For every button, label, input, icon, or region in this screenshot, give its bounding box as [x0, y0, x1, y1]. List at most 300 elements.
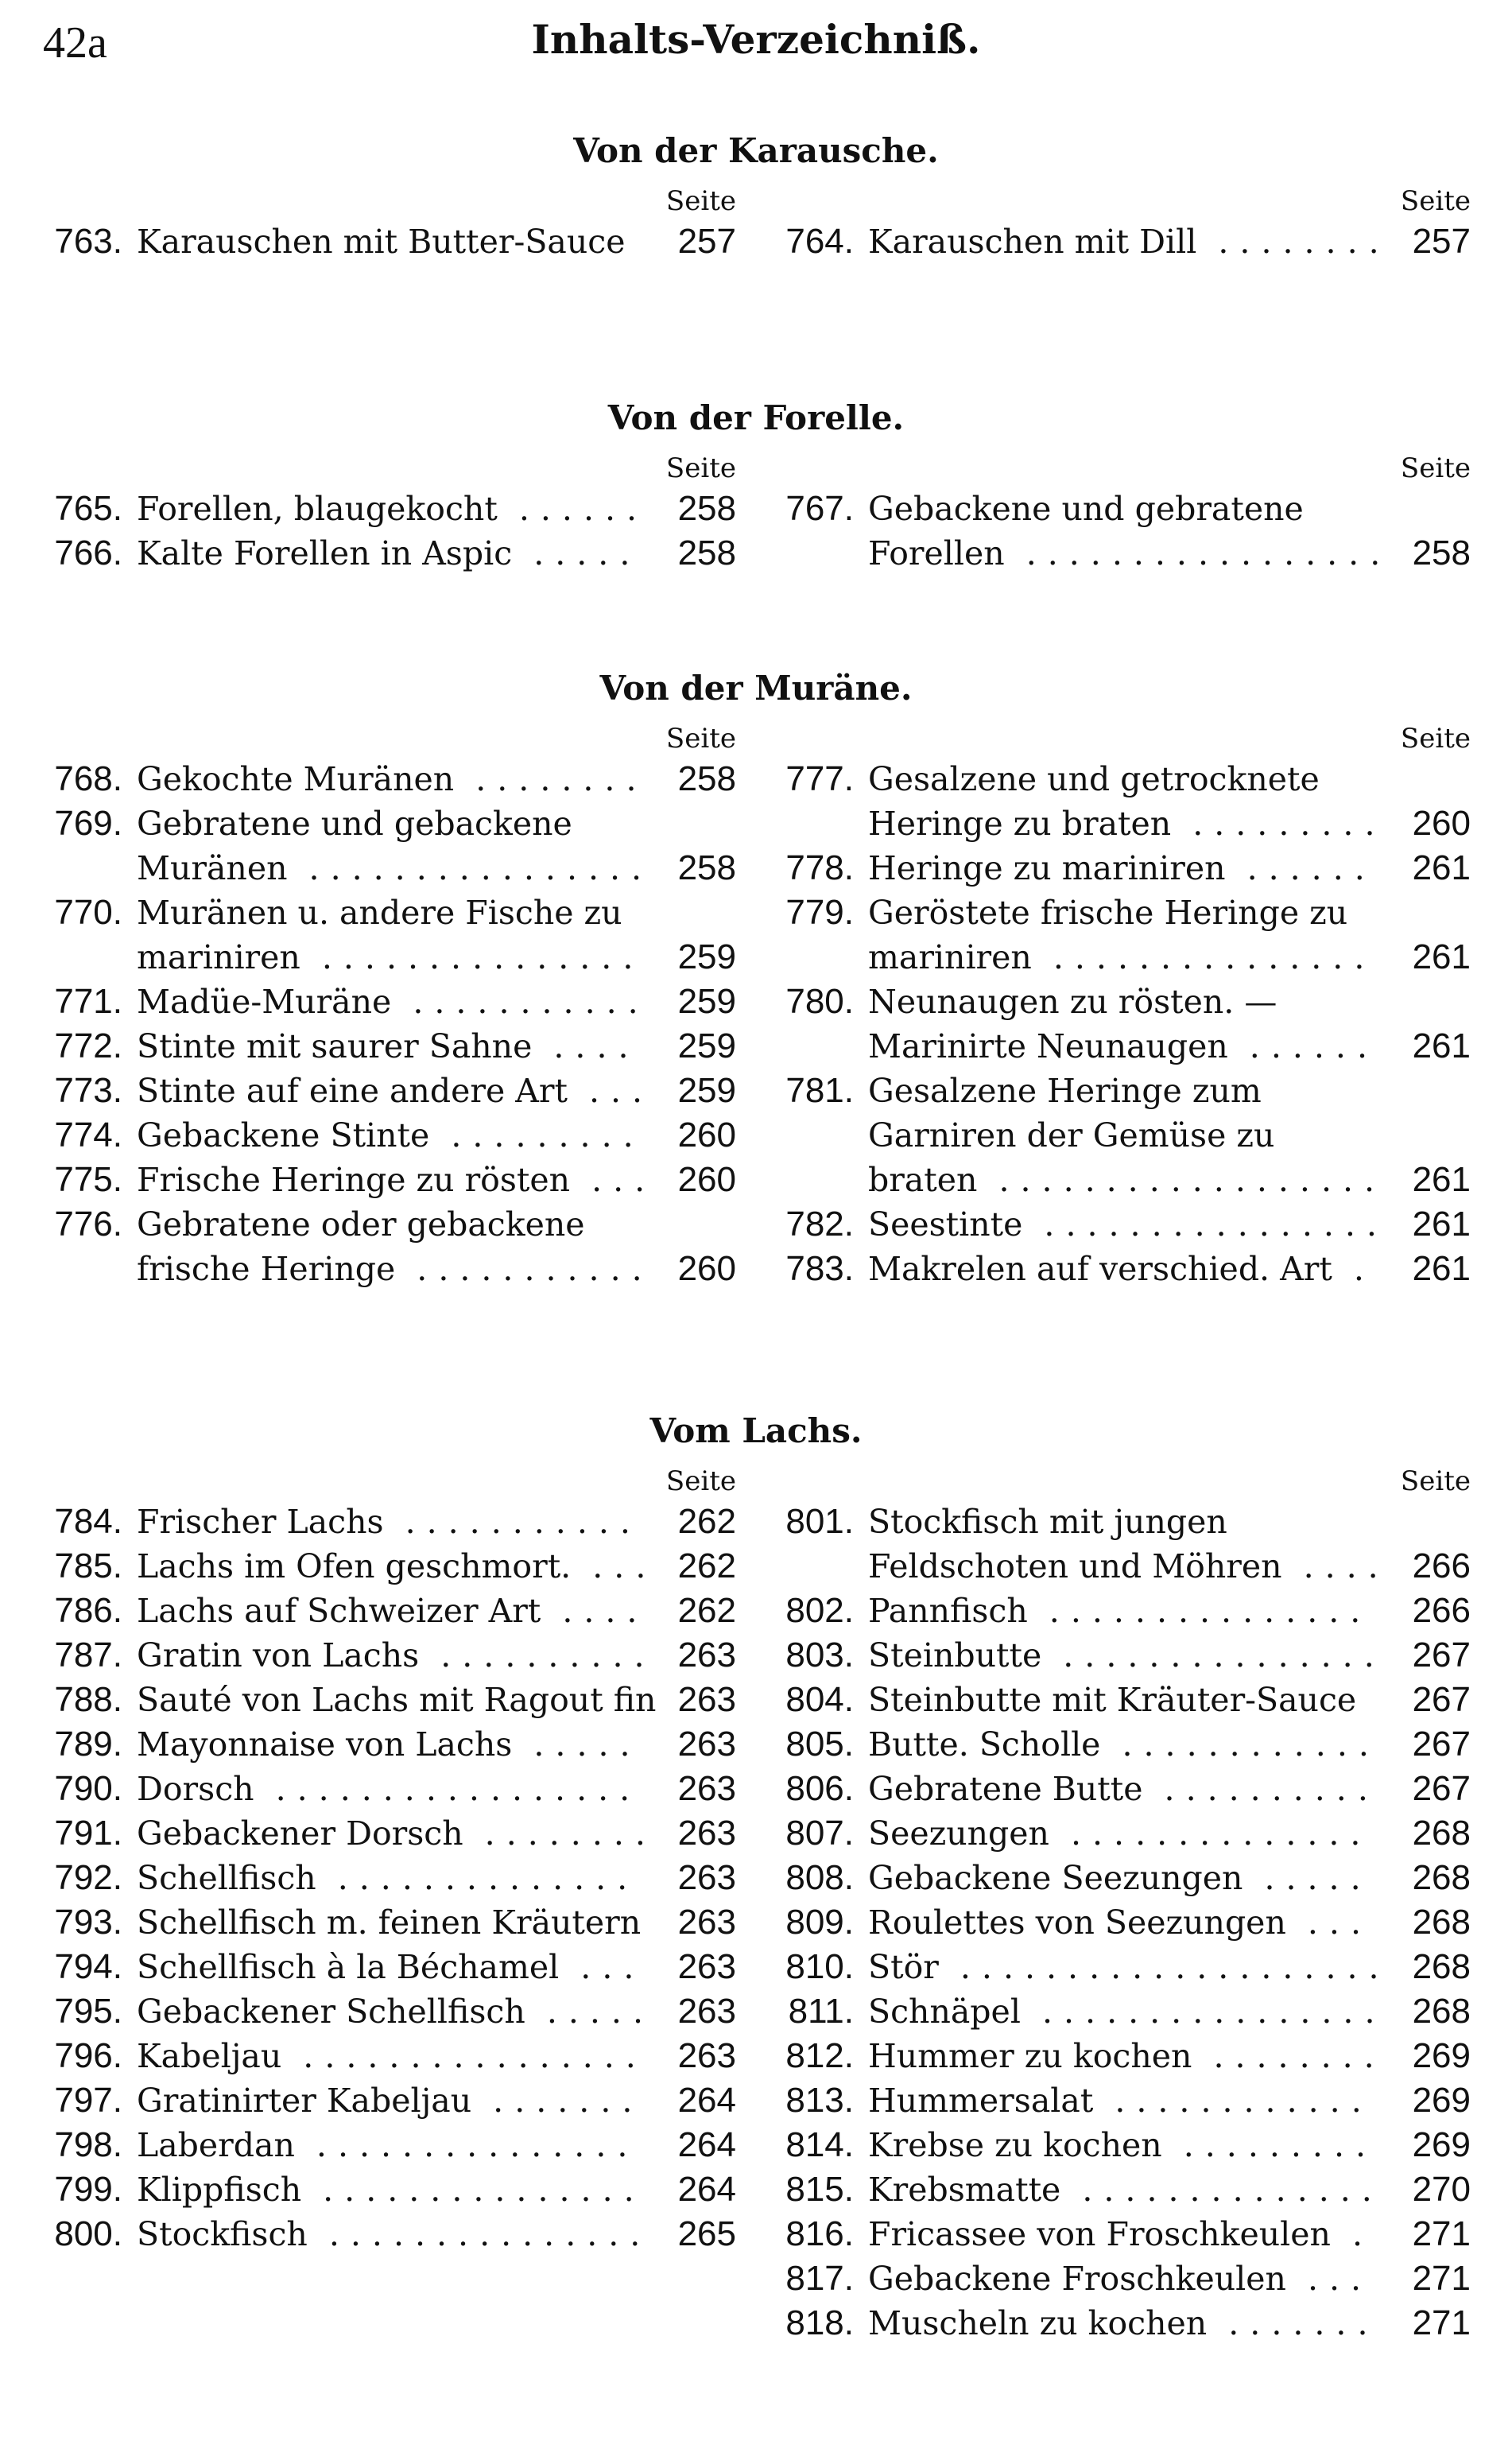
entry-number: 812. [785, 2036, 854, 2075]
entry-title-wrap [868, 1633, 1393, 1678]
entry-number: 795. [54, 1992, 122, 2031]
entry-title-wrap [137, 487, 658, 531]
leader-dots: ............... [301, 2171, 646, 2209]
leader-dots: ..... [525, 1993, 654, 2031]
left-column [40, 1463, 736, 2256]
entry-title-wrap [137, 1767, 658, 1811]
seite-header: Seite [665, 1465, 736, 1497]
entry-title-wrap [868, 1945, 1393, 1989]
entry-title-wrap [868, 487, 1393, 576]
toc-entry [771, 2167, 1471, 2212]
entry-title-wrap [868, 2034, 1393, 2078]
entry-number: 811. [788, 1992, 854, 2031]
entry-number: 777. [785, 759, 854, 798]
entry-title-wrap [868, 1856, 1393, 1900]
entry-title-wrap [137, 2034, 658, 2078]
entry-title-wrap [868, 1900, 1393, 1945]
entry-number: 766. [54, 534, 122, 572]
toc-entry [771, 1633, 1471, 1678]
entry-number: 814. [785, 2125, 854, 2164]
entry-title-wrap [137, 2123, 658, 2167]
toc-entry [771, 2034, 1471, 2078]
entry-title-wrap [137, 1900, 658, 1945]
entry-title: Krebsmatte [868, 2171, 1061, 2209]
entry-title: Frischer Lachs [137, 1503, 384, 1541]
entry-page: 263 [677, 1680, 736, 1719]
leader-dots: ...... [1225, 849, 1376, 887]
leader-dots: ........ [463, 1814, 657, 1853]
toc-entry [771, 1856, 1471, 1900]
seite-header: Seite [1400, 723, 1471, 755]
toc-entry [771, 1722, 1471, 1767]
toc-entry [771, 980, 1471, 1069]
seite-header: Seite [1400, 452, 1471, 484]
leader-dots: ............ [1100, 1725, 1380, 1764]
entry-page: 268 [1412, 1992, 1471, 2031]
toc-entry [771, 1989, 1471, 2034]
entry-page: 269 [1412, 2081, 1471, 2120]
entry-number: 788. [54, 1680, 122, 1719]
entry-title: Gratinirter Kabeljau [137, 2082, 472, 2120]
seite-header: Seite [665, 723, 736, 755]
entry-title-wrap [868, 1069, 1393, 1202]
entry-title-wrap [868, 980, 1393, 1069]
toc-entry [771, 2256, 1471, 2301]
entry-title-wrap [868, 846, 1393, 891]
entry-title-wrap [137, 2078, 658, 2123]
leader-dots: ... [567, 1072, 654, 1110]
leader-dots: ................ [287, 849, 653, 887]
entry-page: 267 [1412, 1636, 1471, 1674]
entry-title: Karauschen mit Butter-Sauce [137, 223, 626, 261]
toc-entry [771, 891, 1471, 980]
entry-title: Krebse zu kochen [868, 2126, 1162, 2164]
toc-entry [40, 1158, 736, 1202]
entry-title-wrap [137, 1202, 658, 1291]
toc-entry [771, 1945, 1471, 1989]
entry-title: Gebratene oder gebackene frische Heringe [137, 1205, 585, 1288]
leader-dots: ................ [281, 2037, 647, 2075]
entry-title: Hummersalat [868, 2082, 1094, 2120]
entry-title: Gebackene Seezungen [868, 1859, 1243, 1897]
entry-title: Mayonnaise von Lachs [137, 1725, 513, 1764]
entry-title-wrap [868, 2301, 1393, 2346]
entry-number: 768. [54, 759, 122, 798]
leader-dots: .............. [1060, 2171, 1383, 2209]
entry-page: 261 [1412, 848, 1471, 887]
entry-title-wrap [137, 1989, 658, 2034]
toc-entry [771, 1247, 1471, 1291]
entry-page: 258 [1412, 534, 1471, 572]
entry-title-wrap [868, 1989, 1393, 2034]
entry-page: 257 [677, 222, 736, 261]
entry-number: 803. [785, 1636, 854, 1674]
entry-number: 787. [54, 1636, 122, 1674]
entry-page: 263 [677, 1725, 736, 1764]
entry-title: Lachs im Ofen geschmort. [137, 1547, 572, 1585]
entry-page: 261 [1412, 937, 1471, 976]
leader-dots: ..... [512, 534, 642, 572]
toc-entry [40, 1113, 736, 1158]
entry-page: 259 [677, 1026, 736, 1065]
toc-entry [771, 1589, 1471, 1633]
entry-number: 763. [54, 222, 122, 261]
entry-title-wrap [137, 1158, 658, 1202]
entry-title: Gesalzene und getrocknete Heringe zu braten [868, 760, 1320, 843]
entry-page: 260 [1412, 804, 1471, 843]
leader-dots: ............... [1031, 938, 1376, 976]
entry-number: 793. [54, 1903, 122, 1942]
entry-title: Sauté von Lachs mit Ragout fin [137, 1681, 657, 1719]
entry-number: 775. [54, 1160, 122, 1199]
leader-dots: ..... [1243, 1859, 1372, 1897]
leader-dots: ............... [1041, 1636, 1386, 1674]
entry-title-wrap [868, 757, 1393, 846]
entry-page: 267 [1412, 1680, 1471, 1719]
entry-title: Stinte mit saurer Sahne [137, 1027, 533, 1065]
entry-number: 797. [54, 2081, 122, 2120]
entry-title: Makrelen auf verschied. Art [868, 1250, 1332, 1288]
entry-title: Schellfisch m. feinen Kräutern [137, 1903, 642, 1942]
entry-title-wrap [868, 1811, 1393, 1856]
entry-title: Muscheln zu kochen [868, 2304, 1208, 2342]
entry-title: Gebackene Froschkeulen [868, 2260, 1286, 2298]
leader-dots: .... [532, 1027, 640, 1065]
leader-dots: ...... [1227, 1027, 1378, 1065]
toc-entry [771, 757, 1471, 846]
seite-header: Seite [1400, 1465, 1471, 1497]
entry-title-wrap [137, 531, 658, 576]
entry-title-wrap [868, 2123, 1393, 2167]
toc-entry [40, 980, 736, 1024]
entry-page: 260 [677, 1160, 736, 1199]
entry-page: 260 [677, 1116, 736, 1154]
entry-number: 781. [785, 1071, 854, 1110]
entry-title: Madüe-Muräne [137, 983, 392, 1021]
leader-dots: ................. [254, 1770, 642, 1808]
leader-dots: .... [541, 1592, 649, 1630]
entry-page: 259 [677, 982, 736, 1021]
entry-title-wrap [868, 1202, 1393, 1247]
entry-page: 267 [1412, 1769, 1471, 1808]
entry-number: 783. [785, 1249, 854, 1288]
entry-number: 772. [54, 1026, 122, 1065]
entry-title: Schnäpel [868, 1993, 1021, 2031]
entry-number: 817. [785, 2259, 854, 2298]
entry-page: 263 [677, 1814, 736, 1853]
entry-title: Seestinte [868, 1205, 1023, 1244]
entry-title-wrap [868, 219, 1393, 264]
entry-title: Frische Heringe zu rösten [137, 1161, 571, 1199]
entry-page: 261 [1412, 1160, 1471, 1199]
entry-title-wrap [868, 2167, 1393, 2212]
entry-title-wrap [868, 1589, 1393, 1633]
entry-page: 266 [1412, 1546, 1471, 1585]
toc-entry [40, 531, 736, 576]
leader-dots: .................... [938, 1948, 1390, 1986]
entry-title-wrap [137, 1113, 658, 1158]
entry-number: 807. [785, 1814, 854, 1853]
page-number: 42a [43, 18, 107, 68]
entry-page: 259 [677, 1071, 736, 1110]
leader-dots: .......... [1142, 1770, 1379, 1808]
left-column [40, 720, 736, 1291]
leader-dots: ................ [1020, 1993, 1386, 2031]
leader-dots: ... [570, 1161, 657, 1199]
entry-title-wrap [868, 2256, 1393, 2301]
toc-entry [40, 2078, 736, 2123]
entry-page: 264 [677, 2081, 736, 2120]
entry-page: 262 [677, 1502, 736, 1541]
entry-title-wrap [137, 1678, 658, 1722]
entry-title: Forellen, blaugekocht [137, 490, 498, 528]
entry-page: 263 [677, 1769, 736, 1808]
toc-entry [771, 2301, 1471, 2346]
leader-dots: .......... [419, 1636, 656, 1674]
right-column [771, 183, 1471, 264]
entry-title-wrap [137, 891, 658, 980]
toc-entry [40, 1589, 736, 1633]
toc-entry [40, 1024, 736, 1069]
entry-page: 258 [677, 489, 736, 528]
leader-dots: ............... [300, 938, 645, 976]
toc-entry [40, 2123, 736, 2167]
leader-dots: ....... [1207, 2304, 1379, 2342]
entry-title: Geröstete frische Heringe zu mariniren [868, 894, 1348, 976]
entry-number: 784. [54, 1502, 122, 1541]
entry-title-wrap [137, 1633, 658, 1678]
entry-title: Gebackene Stinte [137, 1116, 430, 1154]
entry-page: 257 [1412, 222, 1471, 261]
toc-entry [40, 219, 736, 264]
entry-title-wrap [137, 2212, 658, 2256]
toc-entry [771, 487, 1471, 576]
entry-title: Schellfisch à la Béchamel [137, 1948, 560, 1986]
toc-entry [40, 1633, 736, 1678]
entry-page: 269 [1412, 2036, 1471, 2075]
toc-entry [40, 2167, 736, 2212]
leader-dots: ...... [497, 490, 649, 528]
leader-dots: ............ [1093, 2082, 1373, 2120]
entry-number: 796. [54, 2036, 122, 2075]
entry-title: Heringe zu mariniren [868, 849, 1226, 887]
entry-number: 789. [54, 1725, 122, 1764]
entry-title: Laberdan [137, 2126, 295, 2164]
toc-entry [771, 2123, 1471, 2167]
entry-title-wrap [137, 1722, 658, 1767]
entry-number: 802. [785, 1591, 854, 1630]
entry-page: 269 [1412, 2125, 1471, 2164]
toc-entry [40, 1678, 736, 1722]
toc-entry [771, 1678, 1471, 1722]
entry-title-wrap [868, 891, 1393, 980]
entry-title: Seezungen [868, 1814, 1049, 1853]
entry-number: 785. [54, 1546, 122, 1585]
toc-entry [40, 757, 736, 801]
entry-title-wrap [137, 1500, 658, 1544]
entry-title-wrap [868, 1767, 1393, 1811]
entry-number: 792. [54, 1858, 122, 1897]
toc-entry [771, 219, 1471, 264]
entry-title: Stinte auf eine andere Art [137, 1072, 568, 1110]
leader-dots: ......... [1171, 805, 1386, 843]
entry-title: Gebratene Butte [868, 1770, 1143, 1808]
entry-page: 258 [677, 848, 736, 887]
entry-page: 263 [677, 1858, 736, 1897]
toc-entry [40, 1544, 736, 1589]
section-title: Von der Karausche. [573, 131, 939, 170]
entry-page: 271 [1412, 2214, 1471, 2253]
entry-number: 810. [785, 1947, 854, 1986]
toc-entry [771, 2212, 1471, 2256]
entry-number: 813. [785, 2081, 854, 2120]
leader-dots: ....... [471, 2082, 644, 2120]
entry-number: 806. [785, 1769, 854, 1808]
entry-number: 764. [785, 222, 854, 261]
entry-title-wrap [137, 1945, 658, 1989]
entry-title-wrap [137, 1069, 658, 1113]
leader-dots: ... [1285, 1903, 1372, 1942]
entry-title: Steinbutte mit Kräuter-Sauce [868, 1681, 1357, 1719]
section-title: Von der Forelle. [607, 398, 905, 437]
entry-number: 800. [54, 2214, 122, 2253]
entry-page: 259 [677, 937, 736, 976]
toc-entry [40, 891, 736, 980]
entry-number: 771. [54, 982, 122, 1021]
entry-number: 805. [785, 1725, 854, 1764]
entry-page: 261 [1412, 1205, 1471, 1244]
entry-number: 815. [785, 2170, 854, 2209]
entry-number: 770. [54, 893, 122, 932]
toc-entry [40, 2034, 736, 2078]
entry-number: 808. [785, 1858, 854, 1897]
toc-entry [40, 1811, 736, 1856]
entry-title-wrap [137, 1024, 658, 1069]
entry-title: Schellfisch [137, 1859, 316, 1897]
entry-number: 769. [54, 804, 122, 843]
entry-number: 779. [785, 893, 854, 932]
entry-title-wrap [137, 1856, 658, 1900]
leader-dots: ................ [1022, 1205, 1388, 1244]
entry-title: Hummer zu kochen [868, 2037, 1192, 2075]
leader-dots: ................. [1004, 534, 1392, 572]
entry-number: 809. [785, 1903, 854, 1942]
entry-number: 780. [785, 982, 854, 1021]
seite-header: Seite [1400, 185, 1471, 217]
toc-entry [40, 801, 736, 891]
entry-title: Lachs auf Schweizer Art [137, 1592, 541, 1630]
entry-page: 263 [677, 2036, 736, 2075]
entry-title: Butte. Scholle [868, 1725, 1101, 1764]
leader-dots: ........ [1192, 2037, 1386, 2075]
entry-page: 265 [677, 2214, 736, 2253]
entry-title-wrap [137, 1589, 658, 1633]
entry-title-wrap [868, 1500, 1393, 1589]
leader-dots: ............... [1027, 1592, 1372, 1630]
toc-entry [40, 1722, 736, 1767]
toc-entry [771, 1069, 1471, 1202]
entry-title: Kabeljau [137, 2037, 282, 2075]
section-title: Von der Muräne. [599, 669, 913, 708]
leader-dots: . [1332, 1250, 1375, 1288]
entry-number: 765. [54, 489, 122, 528]
entry-page: 271 [1412, 2303, 1471, 2342]
entry-title-wrap [137, 2167, 658, 2212]
entry-title: Gratin von Lachs [137, 1636, 420, 1674]
entry-title: Roulettes von Seezungen [868, 1903, 1286, 1942]
entry-title: Karauschen mit Dill [868, 223, 1197, 261]
leader-dots: .................. [977, 1161, 1386, 1199]
entry-title-wrap [868, 2078, 1393, 2123]
leader-dots: ........... [395, 1250, 653, 1288]
toc-entry [40, 1989, 736, 2034]
entry-number: 767. [785, 489, 854, 528]
leader-dots: ........ [454, 760, 648, 798]
leader-dots: .... [1281, 1547, 1390, 1585]
leader-dots: .............. [316, 1859, 639, 1897]
section-title: Vom Lachs. [649, 1411, 863, 1450]
leader-dots: ............... [294, 2126, 639, 2164]
entry-number: 791. [54, 1814, 122, 1853]
toc-entry [771, 1900, 1471, 1945]
entry-page: 261 [1412, 1249, 1471, 1288]
entry-title-wrap [137, 1811, 658, 1856]
entry-number: 778. [785, 848, 854, 887]
entry-title: Gebackener Dorsch [137, 1814, 463, 1853]
entry-title-wrap [137, 980, 658, 1024]
entry-title-wrap [868, 2212, 1393, 2256]
entry-number: 798. [54, 2125, 122, 2164]
seite-header: Seite [665, 185, 736, 217]
entry-number: 794. [54, 1947, 122, 1986]
entry-title: Kalte Forellen in Aspic [137, 534, 513, 572]
entry-title-wrap [868, 1247, 1393, 1291]
entry-title: Gebratene und gebackene Muränen [137, 805, 572, 887]
entry-page: 271 [1412, 2259, 1471, 2298]
toc-entry [40, 1856, 736, 1900]
leader-dots: ............... [307, 2215, 652, 2253]
entry-title: Gesalzene Heringe zum Garniren der Gemüse zu braten [868, 1072, 1275, 1199]
entry-number: 801. [785, 1502, 854, 1541]
entry-page: 268 [1412, 1903, 1471, 1942]
right-column [771, 720, 1471, 1291]
entry-title: Stör [868, 1948, 939, 1986]
entry-page: 268 [1412, 1814, 1471, 1853]
toc-entry [771, 1202, 1471, 1247]
leader-dots: ..... [512, 1725, 642, 1764]
entry-number: 776. [54, 1205, 122, 1244]
entry-page: 264 [677, 2170, 736, 2209]
entry-number: 804. [785, 1680, 854, 1719]
entry-page: 266 [1412, 1591, 1471, 1630]
toc-entry [40, 1069, 736, 1113]
entry-title-wrap [868, 1678, 1393, 1722]
toc-entry [771, 2078, 1471, 2123]
toc-entry [40, 2212, 736, 2256]
entry-number: 799. [54, 2170, 122, 2209]
entry-number: 818. [785, 2303, 854, 2342]
entry-title: Stockfisch [137, 2215, 308, 2253]
left-column [40, 450, 736, 576]
entry-number: 774. [54, 1116, 122, 1154]
entry-title: Neunaugen zu rösten. — Marinirte Neunaugen [868, 983, 1277, 1065]
entry-number: 816. [785, 2214, 854, 2253]
entry-title: Fricassee von Froschkeulen [868, 2215, 1331, 2253]
entry-page: 262 [677, 1546, 736, 1585]
right-column [771, 450, 1471, 576]
entry-page: 263 [677, 1992, 736, 2031]
entry-title: Klippfisch [137, 2171, 302, 2209]
